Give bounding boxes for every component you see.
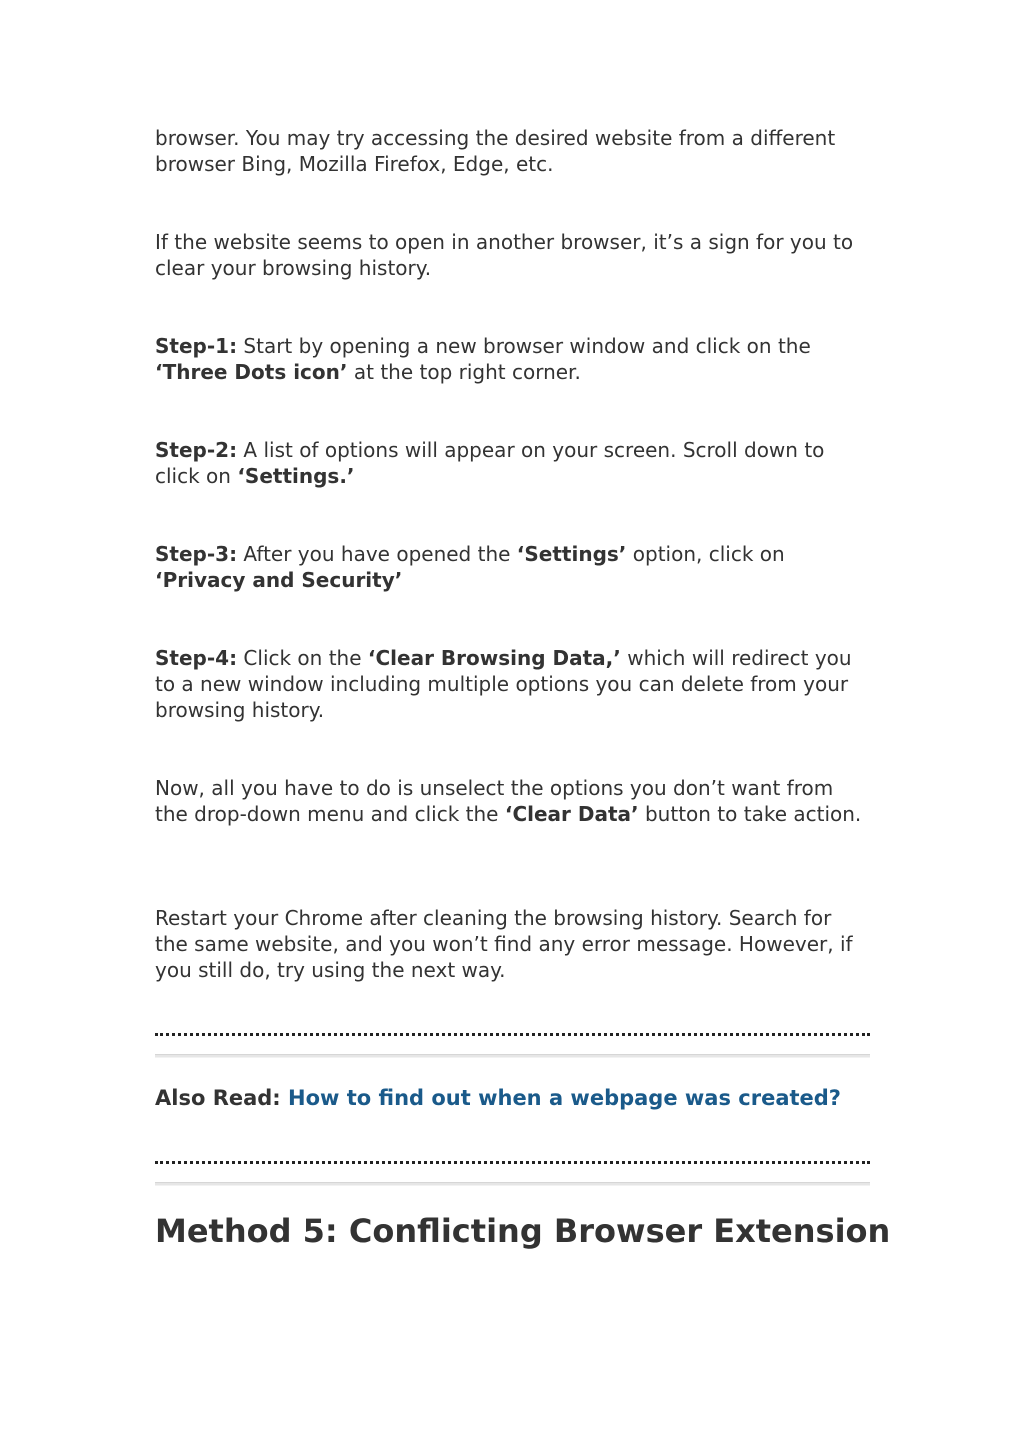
step-1-text-a: Start by opening a new browser window and click on the: [237, 334, 811, 358]
step-4-label: Step-4:: [155, 646, 238, 670]
step-3: [155, 541, 870, 593]
step-1-text-b: at the top right corner.: [347, 360, 581, 384]
step-2-text-a: A list of options will appear on your screen. Scroll down to click on: [155, 438, 825, 488]
step-2-bold-settings: ‘Settings.’: [237, 464, 355, 488]
step-3-bold-settings: ‘Settings’: [516, 542, 627, 566]
paragraph-browser-alternative: browser. You may try accessing the desired website from a different browser Bing, Mozilla Firefox, Edge, etc.: [155, 126, 836, 176]
step-4: [155, 645, 870, 723]
also-read-block: [155, 1085, 841, 1111]
solid-divider-bottom: [155, 1182, 870, 1186]
step-1-label: Step-1:: [155, 334, 238, 358]
paragraph-restart-chrome: Restart your Chrome after cleaning the browsing history. Search for the same website, and you won’t find any error message. However, if you still do, try using the next way.: [155, 906, 853, 982]
step-4-text-b: which will redirect you to a new window including multiple options you can delete from your browsing history.: [155, 646, 852, 722]
step-2-label: Step-2:: [155, 438, 238, 462]
now-text-a: Now, all you have to do is unselect the options you don’t want from the drop-down menu and click the: [155, 776, 834, 826]
paragraph-unselect-options: [155, 775, 870, 827]
step-3-text-a: After you have opened the: [237, 542, 517, 566]
section-heading-method-5: Method 5: Conflicting Browser Extension: [155, 1212, 891, 1250]
step-3-label: Step-3:: [155, 542, 238, 566]
step-4-text-a: Click on the: [237, 646, 368, 670]
step-3-text-b: option, click on: [626, 542, 785, 566]
step-3-bold-privacy: ‘Privacy and Security’: [155, 568, 403, 592]
now-bold-clear-data: ‘Clear Data’: [504, 802, 639, 826]
paragraph-clear-history-sign: If the website seems to open in another browser, it’s a sign for you to clear your browsing history.: [155, 230, 854, 280]
step-2: [155, 437, 870, 489]
also-read-link[interactable]: How to find out when a webpage was created?: [288, 1086, 841, 1110]
now-text-b: button to take action.: [638, 802, 862, 826]
also-read-label: Also Read:: [155, 1086, 289, 1110]
step-1: [155, 333, 870, 385]
step-4-bold-clear-browsing: ‘Clear Browsing Data,’: [367, 646, 621, 670]
solid-divider-top: [155, 1054, 870, 1058]
dotted-divider-bottom: [155, 1161, 870, 1164]
dotted-divider-top: [155, 1033, 870, 1036]
step-1-bold-three-dots: ‘Three Dots icon’: [155, 360, 348, 384]
